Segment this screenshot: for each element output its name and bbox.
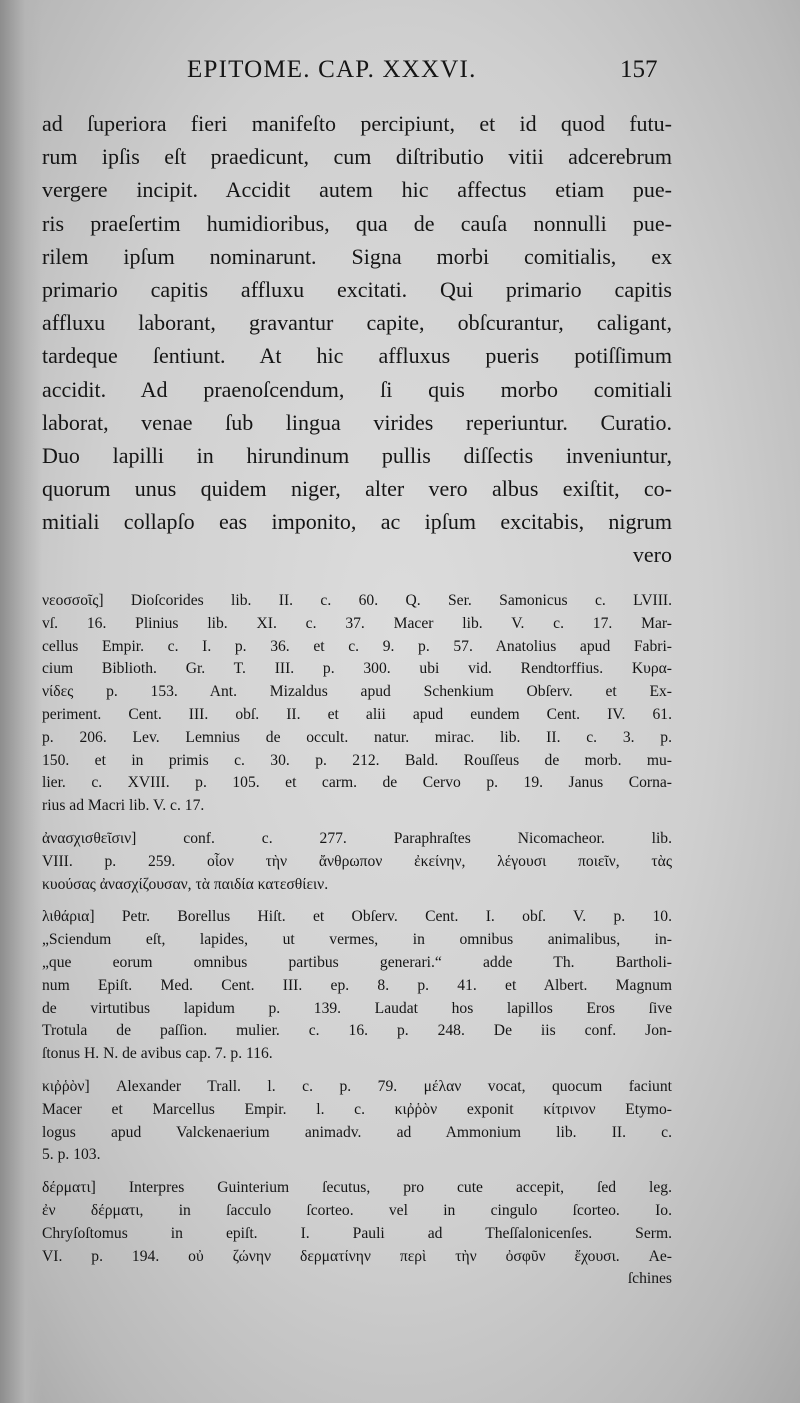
footnote-line: ἐν δέρματι, in ſacculo ſcorteo. vel in cingulo ſcorteo. Io. <box>42 1201 672 1219</box>
text-line: affluxu laborant, gravantur capite, obſcurantur, caligant, <box>42 310 672 336</box>
footnote-line: num Epiſt. Med. Cent. III. ep. 8. p. 41. et Albert. Magnum <box>42 976 672 994</box>
footnote <box>42 590 672 818</box>
footnote-line: logus apud Valckenaerium animadv. ad Ammonium lib. II. c. <box>42 1123 672 1141</box>
footnote-line: Chryſoſtomus in epiſt. I. Pauli ad Theſſalonicenſes. Serm. <box>42 1224 672 1242</box>
text-line: quorum unus quidem niger, alter vero albus exiſtit, co- <box>42 476 672 502</box>
catchword: vero <box>632 542 672 568</box>
text-line: ris praeſertim humidioribus, qua de cauſa nonnulli pue- <box>42 210 672 236</box>
footnote-line: periment. Cent. III. obſ. II. et alii apud eundem Cent. IV. 61. <box>42 705 672 723</box>
text-line: tardeque ſentiunt. At hic affluxus pueris potiſſimum <box>42 343 672 369</box>
running-head: EPITOME. CAP. XXXVI. <box>187 56 477 83</box>
footnote-line: νίδες p. 153. Ant. Mizaldus apud Schenkium Obſerv. et Ex- <box>42 683 672 701</box>
footnote-line: ἀνασχισθεῖσιν] conf. c. 277. Paraphraſtes Nicomacheor. lib. <box>42 829 672 847</box>
footnote-line: 150. et in primis c. 30. p. 212. Bald. Rouſſeus de morb. mu- <box>42 751 672 769</box>
footnote <box>42 1177 672 1291</box>
text-line: ad ſuperiora fieri manifeſto percipiunt, et id quod futu- <box>42 111 672 136</box>
text-line: vergere incipit. Accidit autem hic affectus etiam pue- <box>42 177 672 203</box>
footnote-line: vſ. 16. Plinius lib. XI. c. 37. Macer lib. V. c. 17. Mar- <box>42 614 672 632</box>
footnote-line: VI. p. 194. οὐ ζώνην δερματίνην περὶ τὴν ὀσφῦν ἔχουσι. Ae- <box>42 1247 672 1265</box>
footnote-line: λιθάρια] Petr. Borellus Hiſt. et Obſerv. Cent. I. obſ. V. p. 10. <box>42 908 672 926</box>
page-number: 157 <box>620 56 658 83</box>
text-line: accidit. Ad praenoſcendum, ſi quis morbo comitiali <box>42 376 672 402</box>
footnote-line: Trotula de paſſion. mulier. c. 16. p. 248. De iis conf. Jon- <box>42 1022 672 1040</box>
footnote-line: de virtutibus lapidum p. 139. Laudat hos lapillos Eros ſive <box>42 999 672 1017</box>
text-line: rum ipſis eſt praedicunt, cum diſtributio vitii adcerebrum <box>42 144 672 170</box>
footnote-line: κυούσας ἀνασχίζουσαν, τὰ παιδία κατεσθίειν. <box>42 875 329 893</box>
text-line: rilem ipſum nominarunt. Signa morbi comitialis, ex <box>42 243 672 269</box>
footnote-line: lier. c. XVIII. p. 105. et carm. de Cervo p. 19. Janus Corna- <box>42 774 672 792</box>
footnote-line: νεοσσοῖς] Dioſcorides lib. II. c. 60. Q. Ser. Samonicus c. LVIII. <box>42 592 672 609</box>
footnote-line: rius ad Macri lib. V. c. 17. <box>42 797 205 815</box>
footnote-line: VIII. p. 259. οἷον τὴν ἄνθρωπον ἐκείνην, λέγουσι ποιεῖν, τὰς <box>42 852 672 870</box>
footnote-line: cium Biblioth. Gr. T. III. p. 300. ubi vid. Rendtorffius. Κυρα- <box>42 660 672 678</box>
footnotes <box>42 590 672 1301</box>
footnote-line: „Sciendum eſt, lapides, ut vermes, in omnibus animalibus, in- <box>42 931 672 949</box>
footnote-line: 5. p. 103. <box>42 1146 101 1164</box>
text-line: Duo lapilli in hirundinum pullis diſſectis inveniuntur, <box>42 442 672 468</box>
footnote <box>42 906 672 1066</box>
footnote <box>42 828 672 896</box>
footnote-line: κιῤῥὸν] Alexander Trall. l. c. p. 79. μέλαν vocat, quocum faciunt <box>42 1077 672 1095</box>
footnote-line: p. 206. Lev. Lemnius de occult. natur. mirac. lib. II. c. 3. p. <box>42 728 672 746</box>
footnote <box>42 1076 672 1167</box>
footnote-catchword: ſchines <box>627 1270 672 1288</box>
text-line: mitiali collapſo eas imponito, ac ipſum excitabis, nigrum <box>42 509 672 535</box>
text-line: primario capitis affluxu excitati. Qui primario capitis <box>42 276 672 302</box>
footnote-line: cellus Empir. c. I. p. 36. et c. 9. p. 57. Anatolius apud Fabri- <box>42 637 672 655</box>
main-text <box>42 107 672 572</box>
page-header <box>0 52 800 92</box>
text-line: laborat, venae ſub lingua virides reperiuntur. Curatio. <box>42 409 672 435</box>
footnote-line: δέρματι] Interpres Guinterium ſecutus, pro cute accepit, ſed leg. <box>42 1179 672 1197</box>
footnote-line: Macer et Marcellus Empir. l. c. κιῤῥὸν exponit κίτρινον Etymo- <box>42 1100 672 1118</box>
footnote-line: „que eorum omnibus partibus generari.“ adde Th. Bartholi- <box>42 953 672 971</box>
footnote-line: ſtonus H. N. de avibus cap. 7. p. 116. <box>42 1045 273 1063</box>
